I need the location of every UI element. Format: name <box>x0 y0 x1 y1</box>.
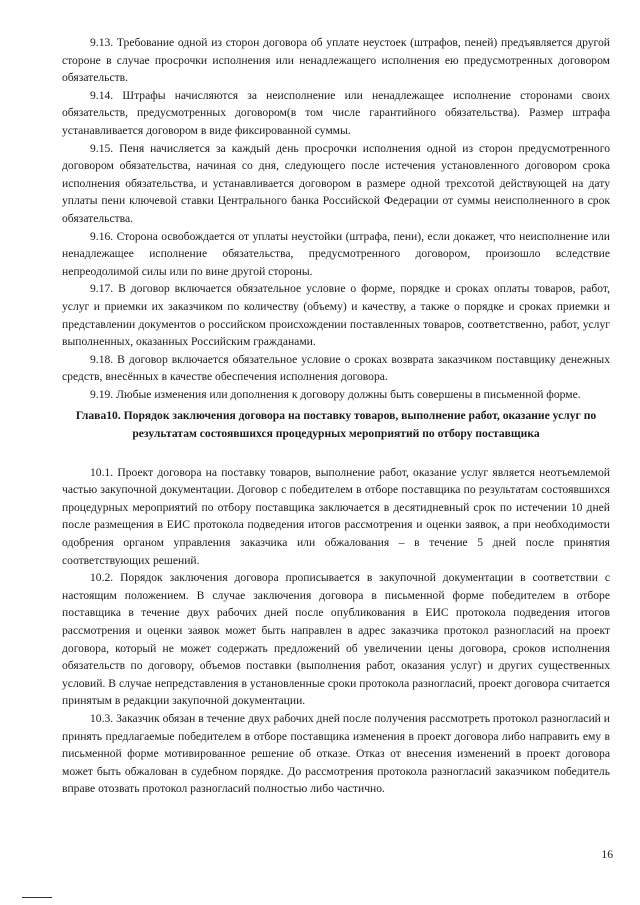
paragraph-9-18: 9.18. В договор включается обязательное условие о сроках возврата заказчиком поставщику денежных средств, внесённых в качестве обеспечения исполнения договора. <box>62 352 610 384</box>
paragraph-9-14: 9.14. Штрафы начисляются за неисполнение или ненадлежащее исполнение сторонами своих обязательств, предусмотренных договором(в том числе гарантийного обязательства). Размер штрафа устанавливается договором в виде фиксированной суммы. <box>62 88 610 137</box>
document-body <box>62 34 610 798</box>
paragraph-9-13: 9.13. Требование одной из сторон договора об уплате неустоек (штрафов, пеней) предъявляется другой стороне в случае просрочки исполнения или ненадлежащего исполнения ею предусмотренных договором обязательств. <box>62 36 610 85</box>
paragraph-9-19: 9.19. Любые изменения или дополнения к договору должны быть совершены в письменной форме. <box>90 387 581 401</box>
paragraph-9-15: 9.15. Пеня начисляется за каждый день просрочки исполнения одной из сторон предусмотренного договором обязательства, начиная со дня, следующего после истечения установленного договором срока исполнения обязательства, и устанавливается договором в размере одной трехсотой действующей на дату уплаты пени ключевой ставки Центрального банка Российской Федерации от суммы неисполненного в срок обязательства. <box>62 141 610 225</box>
paragraph-9-16: 9.16. Сторона освобождается от уплаты неустойки (штрафа, пени), если докажет, что неисполнение или ненадлежащее исполнение обязательства, предусмотренного договором, произошло вследствие непреодолимой силы или по вине другой стороны. <box>62 229 610 278</box>
spacer <box>62 443 610 464</box>
footer-line <box>22 897 52 898</box>
paragraph-10-2: 10.2. Порядок заключения договора прописывается в закупочной документации в соответствии с настоящим положением. В случае заключения договора в письменной форме победителем в отборе поставщика в течение двух рабочих дней после опубликования в ЕИС протокола подведения итогов рассмотрения и оценки заявок может быть направлен в адрес заказчика протокол разногласий на проект договора, который не может содержать предложений об увеличении цены договора, сроков исполнения обязательств по договору, объемов поставки (выполнения работ, оказания услуг) и других существенных условий. В случае непредставления в установленные сроки протокола разногласий, проект договора считается принятым в редакции закупочной документации. <box>62 571 610 708</box>
chapter-heading: Глава10. Порядок заключения договора на поставку товаров, выполнение работ, оказание услуг по результатам состоявшихся процедурных мероприятий по отбору поставщика <box>75 409 597 441</box>
paragraph-10-3: 10.3. Заказчик обязан в течение двух рабочих дней после получения рассмотреть протокол разногласий и принять предлагаемые победителем в отборе поставщика изменения в проект договора либо направить ему в письменной форме мотивированное решение об отказе. Отказ от внесения изменений в проект договора может быть обжалован в судебном порядке. До рассмотрения протокола разногласий заказчиком победитель вправе отозвать протокол разногласий полностью либо частично. <box>62 711 610 796</box>
page-number: 16 <box>601 848 613 861</box>
paragraph-10-1: 10.1. Проект договора на поставку товаров, выполнение работ, оказание услуг является неотъемлемой частью закупочной документации. Договор с победителем в отборе поставщика по результатам состоявшихся процедурных мероприятий по отбору поставщика заключается в десятидневный срок по истечении 10 дней после размещения в ЕИС протокола подведения итогов рассмотрения и оценки заявок, а при необходимости одобрения органом управления заказчика или обжалования – в течение 5 дней после принятия соответствующих решений. <box>62 465 610 567</box>
paragraph-9-17: 9.17. В договор включается обязательное условие о форме, порядке и сроках оплаты товаров, работ, услуг и приемки их заказчиком по количеству (объему) и качеству, а также о порядке и сроках приемки и представлении документов о российском происхождении поставленных товаров, соответственно, работ, услуг выполненных, оказанных Российским гражданами. <box>62 282 610 349</box>
